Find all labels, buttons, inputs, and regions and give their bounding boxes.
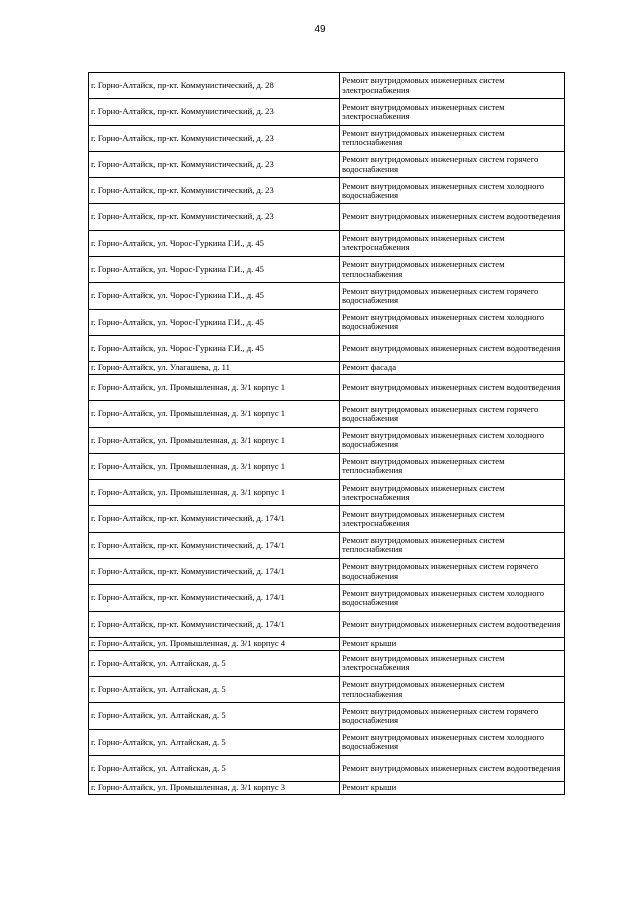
- address-cell: г. Горно-Алтайск, ул. Промышленная, д. 3/1 корпус 1: [89, 480, 340, 506]
- address-cell: г. Горно-Алтайск, ул. Алтайская, д. 5: [89, 755, 340, 781]
- address-cell: г. Горно-Алтайск, ул. Промышленная, д. 3/1 корпус 1: [89, 374, 340, 400]
- address-cell: г. Горно-Алтайск, пр-кт. Коммунистический, д. 174/1: [89, 559, 340, 585]
- address-cell: г. Горно-Алтайск, ул. Алтайская, д. 5: [89, 703, 340, 729]
- table-row: [89, 204, 565, 230]
- work-type-cell: Ремонт внутридомовых инженерных систем электроснабжения: [340, 480, 565, 506]
- works-table-body: [89, 73, 565, 795]
- work-type-cell: Ремонт внутридомовых инженерных систем горячего водоснабжения: [340, 401, 565, 427]
- address-cell: г. Горно-Алтайск, пр-кт. Коммунистический, д. 23: [89, 204, 340, 230]
- table-row: [89, 729, 565, 755]
- page-number: 49: [314, 24, 326, 35]
- table-row: [89, 401, 565, 427]
- works-table: [88, 72, 565, 795]
- address-cell: г. Горно-Алтайск, пр-кт. Коммунистический, д. 23: [89, 178, 340, 204]
- work-type-cell: Ремонт крыши: [340, 782, 565, 795]
- address-cell: г. Горно-Алтайск, ул. Чорос-Гуркина Г.И., д. 45: [89, 335, 340, 361]
- table-row: [89, 782, 565, 795]
- table-row: [89, 151, 565, 177]
- address-cell: г. Горно-Алтайск, пр-кт. Коммунистический, д. 23: [89, 151, 340, 177]
- address-cell: г. Горно-Алтайск, ул. Промышленная, д. 3/1 корпус 3: [89, 782, 340, 795]
- work-type-cell: Ремонт внутридомовых инженерных систем электроснабжения: [340, 230, 565, 256]
- work-type-cell: Ремонт внутридомовых инженерных систем водоотведения: [340, 374, 565, 400]
- table-row: [89, 637, 565, 650]
- work-type-cell: Ремонт внутридомовых инженерных систем водоотведения: [340, 204, 565, 230]
- table-row: [89, 559, 565, 585]
- address-cell: г. Горно-Алтайск, пр-кт. Коммунистический, д. 174/1: [89, 532, 340, 558]
- table-row: [89, 362, 565, 375]
- table-row: [89, 257, 565, 283]
- work-type-cell: Ремонт внутридомовых инженерных систем теплоснабжения: [340, 257, 565, 283]
- address-cell: г. Горно-Алтайск, ул. Промышленная, д. 3/1 корпус 1: [89, 401, 340, 427]
- address-cell: г. Горно-Алтайск, ул. Алтайская, д. 5: [89, 729, 340, 755]
- table-row: [89, 611, 565, 637]
- address-cell: г. Горно-Алтайск, ул. Чорос-Гуркина Г.И., д. 45: [89, 257, 340, 283]
- address-cell: г. Горно-Алтайск, пр-кт. Коммунистический, д. 174/1: [89, 506, 340, 532]
- table-row: [89, 427, 565, 453]
- address-cell: г. Горно-Алтайск, ул. Промышленная, д. 3/1 корпус 4: [89, 637, 340, 650]
- table-row: [89, 585, 565, 611]
- table-row: [89, 755, 565, 781]
- work-type-cell: Ремонт внутридомовых инженерных систем электроснабжения: [340, 506, 565, 532]
- address-cell: г. Горно-Алтайск, пр-кт. Коммунистический, д. 174/1: [89, 611, 340, 637]
- work-type-cell: Ремонт внутридомовых инженерных систем теплоснабжения: [340, 125, 565, 151]
- work-type-cell: Ремонт внутридомовых инженерных систем электроснабжения: [340, 99, 565, 125]
- table-row: [89, 480, 565, 506]
- address-cell: г. Горно-Алтайск, ул. Чорос-Гуркина Г.И., д. 45: [89, 309, 340, 335]
- work-type-cell: Ремонт внутридомовых инженерных систем горячего водоснабжения: [340, 703, 565, 729]
- table-row: [89, 506, 565, 532]
- address-cell: г. Горно-Алтайск, ул. Улагашева, д. 11: [89, 362, 340, 375]
- table-row: [89, 125, 565, 151]
- work-type-cell: Ремонт внутридомовых инженерных систем холодного водоснабжения: [340, 178, 565, 204]
- table-row: [89, 99, 565, 125]
- table-row: [89, 335, 565, 361]
- table-row: [89, 453, 565, 479]
- address-cell: г. Горно-Алтайск, пр-кт. Коммунистический, д. 28: [89, 73, 340, 99]
- table-row: [89, 230, 565, 256]
- work-type-cell: Ремонт внутридомовых инженерных систем горячего водоснабжения: [340, 151, 565, 177]
- work-type-cell: Ремонт внутридомовых инженерных систем теплоснабжения: [340, 532, 565, 558]
- address-cell: г. Горно-Алтайск, ул. Алтайская, д. 5: [89, 650, 340, 676]
- work-type-cell: Ремонт внутридомовых инженерных систем холодного водоснабжения: [340, 585, 565, 611]
- work-type-cell: Ремонт крыши: [340, 637, 565, 650]
- address-cell: г. Горно-Алтайск, ул. Промышленная, д. 3/1 корпус 1: [89, 453, 340, 479]
- work-type-cell: Ремонт внутридомовых инженерных систем водоотведения: [340, 335, 565, 361]
- table-row: [89, 374, 565, 400]
- work-type-cell: Ремонт внутридомовых инженерных систем горячего водоснабжения: [340, 559, 565, 585]
- work-type-cell: Ремонт внутридомовых инженерных систем холодного водоснабжения: [340, 427, 565, 453]
- address-cell: г. Горно-Алтайск, пр-кт. Коммунистический, д. 23: [89, 99, 340, 125]
- work-type-cell: Ремонт внутридомовых инженерных систем водоотведения: [340, 611, 565, 637]
- table-row: [89, 650, 565, 676]
- work-type-cell: Ремонт внутридомовых инженерных систем теплоснабжения: [340, 453, 565, 479]
- table-row: [89, 283, 565, 309]
- address-cell: г. Горно-Алтайск, ул. Чорос-Гуркина Г.И., д. 45: [89, 230, 340, 256]
- table-row: [89, 178, 565, 204]
- table-row: [89, 73, 565, 99]
- work-type-cell: Ремонт фасада: [340, 362, 565, 375]
- work-type-cell: Ремонт внутридомовых инженерных систем горячего водоснабжения: [340, 283, 565, 309]
- work-type-cell: Ремонт внутридомовых инженерных систем холодного водоснабжения: [340, 309, 565, 335]
- work-type-cell: Ремонт внутридомовых инженерных систем водоотведения: [340, 755, 565, 781]
- address-cell: г. Горно-Алтайск, ул. Алтайская, д. 5: [89, 676, 340, 702]
- table-row: [89, 676, 565, 702]
- table-row: [89, 309, 565, 335]
- table-row: [89, 703, 565, 729]
- table-row: [89, 532, 565, 558]
- work-type-cell: Ремонт внутридомовых инженерных систем электроснабжения: [340, 73, 565, 99]
- address-cell: г. Горно-Алтайск, ул. Промышленная, д. 3/1 корпус 1: [89, 427, 340, 453]
- address-cell: г. Горно-Алтайск, пр-кт. Коммунистический, д. 23: [89, 125, 340, 151]
- work-type-cell: Ремонт внутридомовых инженерных систем теплоснабжения: [340, 676, 565, 702]
- work-type-cell: Ремонт внутридомовых инженерных систем холодного водоснабжения: [340, 729, 565, 755]
- address-cell: г. Горно-Алтайск, пр-кт. Коммунистический, д. 174/1: [89, 585, 340, 611]
- work-type-cell: Ремонт внутридомовых инженерных систем электроснабжения: [340, 650, 565, 676]
- address-cell: г. Горно-Алтайск, ул. Чорос-Гуркина Г.И., д. 45: [89, 283, 340, 309]
